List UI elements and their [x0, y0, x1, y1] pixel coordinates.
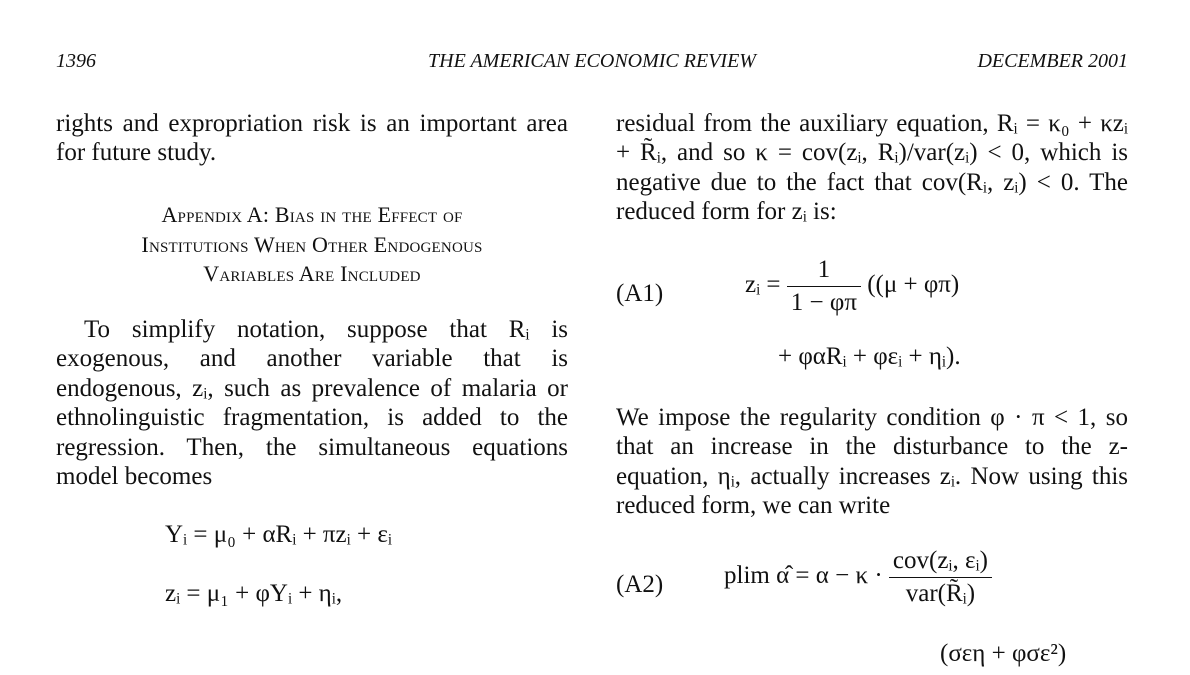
equation-label-a1: (A1) [616, 280, 664, 307]
equation-a1 [745, 256, 959, 317]
right-column-body [616, 403, 1128, 521]
left-column-body [56, 315, 568, 491]
left-column [56, 109, 568, 168]
appendix-title-line: Appendix A: Bias in the Effect of [161, 202, 463, 227]
equation-a1-line2: + φαRᵢ + φεᵢ + ηᵢ). [778, 343, 961, 370]
running-header [56, 50, 1128, 76]
issue-date: DECEMBER 2001 [977, 50, 1128, 72]
a1-numerator: 1 [817, 256, 831, 283]
appendix-title-line: Variables Are Included [203, 261, 421, 286]
a1-fraction [787, 256, 861, 317]
equation-a2-next: (σεη + φσε²) [940, 640, 1067, 667]
page-number: 1396 [56, 50, 96, 72]
a2-fraction [889, 547, 992, 608]
a1-lhs: zᵢ = [745, 271, 781, 299]
a1-tail: ((μ + φπ) [867, 271, 960, 299]
journal-title: THE AMERICAN ECONOMIC REVIEW [428, 50, 756, 72]
a2-denominator: var(R̃ᵢ) [889, 577, 992, 608]
a2-numerator: cov(zᵢ, εᵢ) [892, 547, 988, 574]
equation-z: zᵢ = μ₁ + φYᵢ + ηᵢ, [165, 580, 343, 607]
equation-label-a2: (A2) [616, 571, 664, 598]
paragraph: To simplify notation, suppose that Rᵢ is exogenous, and another variable that is endogenous, zᵢ, such as prevalence of malaria or ethnolinguistic fragmentation, is added to the regression. Then, the simultaneous equations model becomes [56, 316, 568, 491]
paragraph: residual from the auxiliary equation, Rᵢ = κ₀ + κzᵢ + R̃ᵢ, and so κ = cov(zᵢ, Rᵢ)/var(zᵢ) < 0, which is negative due to the fact that cov(Rᵢ, zᵢ) < 0. The reduced form for zᵢ is: [616, 110, 1128, 226]
right-column [616, 109, 1128, 227]
a2-lhs: plim α̂ = α − κ · [724, 562, 883, 590]
a1-denominator: 1 − φπ [787, 286, 861, 317]
equation-y: Yᵢ = μ₀ + αRᵢ + πzᵢ + εᵢ [165, 521, 392, 548]
appendix-heading [56, 200, 568, 289]
paragraph: rights and expropriation risk is an important area for future study. [56, 110, 568, 167]
paragraph: We impose the regularity condition φ · π < 1, so that an increase in the disturbance to the z-equation, ηᵢ, actually increases zᵢ. Now using this reduced form, we can write [616, 404, 1128, 520]
appendix-title-line: Institutions When Other Endogenous [141, 231, 483, 257]
equation-a2 [724, 547, 992, 608]
